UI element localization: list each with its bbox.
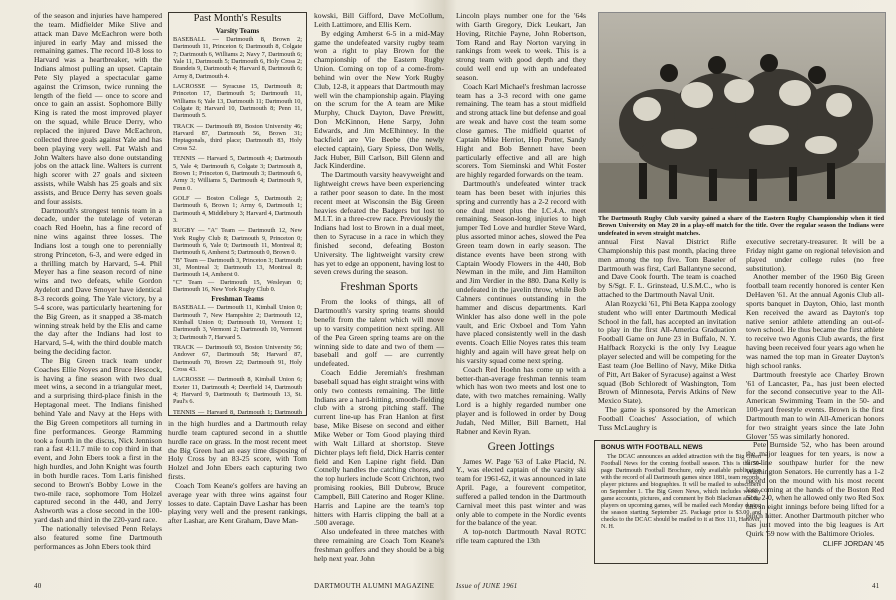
paragraph: The nationally televised Penn Relays also featured some fine Dartmouth performances as John Ebers took third — [34, 523, 162, 551]
result-entry: TRACK — Dartmouth 89, Boston University 46; Harvard 87, Dartmouth 56, Brown 31; Heptagonals, third place; Dartmouth 83, Holy Cross 52. — [173, 122, 302, 152]
paragraph: Coach Eddie Jeremiah's freshman baseball squad has eight straight wins with only two contests remaining. The little Indians are a hard-hitting, smooth-fielding club with a strong pitching staff. The current line-up has Fran Hanlon at first base, Mike Bisese on second and either Mike Weber or Tom Good playing third with Walt Lillard at shortstop. Steve Dichter plays left field, Dick Harris center field and Ken Lapine right field. Dan Cotnelly handles the catching chores, and the top hurlers include Scott Crichton, two promising rookies, Bill Dubrow, Bruce Campbell, Bill Caterino and Roger Kline. Harris and Lapine are the team's top hitters with Harris clipping the ball at a .500 average. — [314, 368, 444, 528]
page-number-left: 40 — [34, 582, 42, 590]
paragraph: Another member of the 1960 Big Green football team recently honored is center Ken DeHaven '61. At the annual Agonis Club all-sports banquet in Dayton, Ohio, last month Ken received the award as Dayton's top native senior athlete attending an out-of-town school. He thus became the first athlete to receive two Agonis Club awards, the first having been received four years ago when he was named the top man in Greater Dayton's high school ranks. — [746, 272, 884, 370]
rugby-photo-illustration — [599, 13, 885, 212]
paragraph: The Dartmouth varsity heavyweight and lightweight crews have been experiencing a rather poor season to date. In the most recent meet at Wisconsin the Big Green heavies defeated the Badgers but lost to M.I.T. in a three-crew race. Previously the Indians had lost to Brown in a dual meet, then to Syracuse in a race in which they finished second, defeating Boston University. The lightweight varsity crew has yet to edge an opponent, having lost to seven crews during the season. — [314, 170, 444, 277]
right-column-3 — [746, 238, 884, 578]
paragraph: Dartmouth freestyle ace Charley Brown '61 of Lancaster, Pa., has just been elected for the second consecutive year to the All-American Swimming Team in the 50- and 100-yard freestyle events. Brown is the first Dartmouth man to win All-American honors for two straight years since the late John Glover '55 was similarly honored. — [746, 369, 884, 441]
past-months-results-box — [168, 12, 307, 416]
result-entry: "B" Team — Dartmouth 3, Princeton 3; Dartmouth 31, Montreal 3; Dartmouth 13, Montreal 8; Dartmouth 14, Amherst 0. — [173, 256, 302, 279]
paragraph: Pete Burnside '52, who has been around the major leagues for ten years, is now a first-line southpaw hurler for the new Washington Senators. He currently has a 1-2 record on the mound with his most recent loss coming at the hands of the Boston Red Sox, 2-0, when he allowed only two Red Sox hits in eight innings before being lifted for a pinch hitter. Another Dartmouth pitcher who has just moved into the big leagues is Art Quirk '59 now with the Baltimore Orioles. — [746, 440, 884, 538]
result-entry: TENNIS — Harvard 8, Dartmouth 1; Dartmouth — [173, 408, 302, 416]
paragraph: Coach Tom Keane's golfers are having an average year with three wins against four losses to date. Captain Dave Lashar has been playing very well and the present rankings, after Lashar, are Kent Graham, Dave Man- — [168, 480, 307, 526]
paragraph: A top-notch Dartmouth Naval ROTC rifle team captured the 13th — [456, 527, 586, 546]
result-entry: BASEBALL — Dartmouth 8, Brown 2; Dartmouth 11, Princeton 6; Dartmouth 8, Colgate 7; Dartmouth 6, Williams 2; Navy 7, Dartmouth 6; Yale 11, Dartmouth 5; Dartmouth 6, Holy Cross 2; Brandeis 9, Dartmouth 4; Harvard 8, Dartmouth 6; Army 8, Dartmouth 4. — [173, 36, 302, 80]
rugby-scrum-photo — [598, 12, 886, 213]
page-number-right: 41 — [872, 582, 880, 590]
results-title: Past Month's Results — [193, 13, 282, 24]
left-column-1 — [34, 12, 162, 578]
paragraph: Dartmouth's undefeated winter track team has been beset with injuries this spring and currently has a 2-2 record with one dual meet plus the I.C.4.A. meet remaining. Season-long injuries to high jumper Ted Love and hurdler Steve Ward, plus assorted minor aches, slowed the Pea Green team down in early season. The distance events have been strong with Captain Woody Flowers in the 440, Bob Newman in the mile, and Jim Hamilton and Jim Verdier in the 880. Dana Kelly is undefeated in the javelin throw, while Bob Cahners continues outstanding in the hammer and discus departments. Karl Winkler has also done well in the pole vault, and Eric Oxboel and Tom Yahn have placed consistently well in the dash events. Coach Ellie Noyes rates this team highly and again will have great help on his varsity squad come next spring. — [456, 179, 586, 365]
right-column-2 — [598, 238, 736, 436]
paragraph: Dartmouth's strongest tennis team in a decade, under the tutelage of veteran coach Red Hoehn, has a fine record of nine wins against three losses. The Indians lost a tough one to perennially strong Princeton, 6-3, and were edged in a thrilling match by Harvard, 5-4. Phil Meyer has a fine season record of nine wins and two defeats, while Gordon Aydelott and Dave Smoyer have identical 8-3 records going. The Yale victory, by a 5-4 score, was particularly heartening for the Big Green, as it snapped a 38-match winning streak held by the Elis and came the day after the Indians had lost to Harvard, 5-4, with the third double match being the deciding factor. — [34, 205, 162, 357]
bonus-box-title: BONUS WITH FOOTBALL NEWS — [601, 444, 703, 451]
photo-caption: The Dartmouth Rugby Club varsity gained a share of the Eastern Rugby Championship when it tied Brown University on May 20 in a play-off match for the title. Over the regular season the Indians were undefeated in seven straight matches. — [598, 215, 884, 237]
result-entry: BASEBALL — Dartmouth 11, Kimball Union 0; Dartmouth 7, New Hampshire 2; Dartmouth 12, Kimball Union 0; Dartmouth 10, Vermont 1; Dartmouth 3, Vermont 2; Dartmouth 10, Vermont 3; Dartmouth 7, Harvard 5. — [173, 304, 302, 341]
result-entry: LACROSSE — Dartmouth 8, Kimball Union 6; Exeter 11, Dartmouth 4; Deerfield 14, Dartmouth 4; Harvard 9, Dartmouth 6; Dartmouth 13, St. Paul's 6. — [173, 376, 302, 406]
paragraph: Alan Rozycki '61, Phi Beta Kappa zoology student who will enter Dartmouth Medical School in the fall, has accepted an invitation to play in the first All-America Graduation Football Game on June 23 in Buffalo, N. Y. Halfback Rozycki is the only Ivy League player selected and will be competing for the East team (Joe Bellino of Navy, Mike Ditka of Pitt, Art Baker of Syracuse) against a West squad (Bob Schloredt of Washington, Tom Brown of Minnesota, Pervis Atkins of New Mexico State). — [598, 298, 736, 406]
paragraph: kowski, Bill Gifford, Dave McCollum, Leith Lattimore, and Ellis Kern. — [314, 12, 444, 29]
paragraph: From the looks of things, all of Dartmouth's varsity spring teams should benefit from the talent which will move up to varsity competition next spring. All of the Pea Green spring teams are on the winning side to date and two of them — baseball and golf — are currently undefeated. — [314, 297, 444, 369]
paragraph: executive secretary-treasurer. It will be a Friday night game on regional television and played under college rules (no free substitution). — [746, 238, 884, 273]
paragraph: By edging Amherst 6-5 in a mid-May game the undefeated varsity rugby team won a right to play Brown for the championship of the Eastern Rugby Union. Coming on top of a come-from-behind win over the New York Rugby Club, 12-8, it appears that Dartmouth may well win the championship again. Playing on the scrum for the A team are Mike Murphy, Chuck Dayton, Dave Prewitt, Don McKinnon, Hene Sarpy, John Edwards, and Jim McElhinney. In the backfield are Vie Beebe (the newly elected captain), Gary Spiess, Don Wells, Jack Huber, Bill Carlson, Bill Glenn and Jack Kinderdine. — [314, 28, 444, 171]
bonus-football-news-box — [594, 440, 768, 564]
paragraph: of the season and injuries have hampered the team. Midfielder Mike Slive and attack man Dave McEachron were both injured in early May and missed the remaining games. The record 10-8 loss to Harvard was a heartbreaker, with the Indians almost pulling an upset. Captain Pete Sly played a spectacular game against the Crimson, twice running the length of the field — once to score and once to gain an assist. Sophomore Billy King is rated the most improved player on the squad, while Bruce Derry, who replaced the injured Dave McEachron, collected three goals against Yale and has been playing very well. Pat Walsh and John Walters have also done outstanding jobs on the attack line. Walters is current high scorer with 27 goals and sixteen assists, while Walsh has 25 goals and six assists, and Bruce Derry has seven goals and four assists. — [34, 12, 162, 206]
result-entry: GOLF — Boston College 5, Dartmouth 2; Dartmouth 6, Brown 1; Army 6, Dartmouth 1; Dartmouth 4, Middlebury 3; Harvard 4, Dartmouth 3. — [173, 194, 302, 224]
green-jottings-heading: Green Jottings — [487, 440, 555, 453]
issue-date: Issue of JUNE 1961 — [456, 582, 518, 590]
left-column-2-bottom — [168, 420, 307, 580]
paragraph: Also undefeated in three matches with three remaining are Coach Tom Keane's freshman golfers and they should be a big help next year. John — [314, 527, 444, 563]
paragraph: Coach Red Hoehn has come up with a better-than-average freshman tennis team which has won two meets and lost one to date, with two matches remaining. Wally Lord is a highly regarded number one player and is followed in order by Doug Judah, Ned Miller, Bill Barnett, Hal Rabner and Kevin Ryan. — [456, 364, 586, 436]
result-entry: TENNIS — Harvard 5, Dartmouth 4; Dartmouth 5, Yale 4; Dartmouth 6, Colgate 3; Dartmouth 8, Brown 1; Princeton 6, Dartmouth 3; Dartmouth 6, Army 3; Williams 5, Dartmouth 4; Dartmouth 9, Penn 0. — [173, 155, 302, 192]
result-entry: LACROSSE — Syracuse 15, Dartmouth 8; Princeton 17, Dartmouth 5; Dartmouth 11, Williams 6; Yale 13, Dartmouth 11; Dartmouth 10, Colgate 8; Harvard 10, Dartmouth 8; Penn 11, Dartmouth 5. — [173, 83, 302, 120]
freshman-results-heading: Freshman Teams — [211, 295, 264, 304]
paragraph: annual First Naval District Rifle Championship this past month, placing three men among the top five. Tom Baseler of Dartmouth was first, Carl Ballantyne second, and Dave Cook fourth. The team is coached by S/Sgt. F. L. Grinstead, U.S.M.C., who is attached to the Dartmouth Naval Unit. — [598, 238, 736, 300]
right-column-1 — [456, 12, 586, 578]
paragraph: The game is sponsored by the American Football Coaches' Association, of which Tuss McLaughry is — [598, 405, 736, 432]
bonus-box-text: The DCAC announces an added attraction with the Big Green Football News for the coming football season. This is the 50-page Dartmouth Football Brochure, only available publication with the record of all Dartmouth games since 1881, team records, player pictures and biographies. It will be mailed to subscribers on September 1. The Big Green News, which includes weekly game accounts, pictures, and comment by Bob Blackman and the players on upcoming games, will be mailed each Monday during the season starting September 25. Package price is $3.00 and checks to the DCAC should be mailed to it at Box 111, Hanover, N. H. — [601, 453, 761, 531]
paragraph: Coach Karl Michael's freshman lacrosse team has a 3-3 record with one game remaining. The team has a stout midfield and strong attack line but defense and goal are weak and have cost the team some close games. The midfield quartet of Captain Mike Herriot, Hop Potter, Sandy Hight and Bob Bennett have been particularly effective and all are high scorers. Tom Sieminski and Whit Foster are highly regarded forwards on the team. — [456, 81, 586, 180]
varsity-heading: Varsity Teams — [215, 27, 260, 35]
paragraph: in the high hurdles and a Dartmouth relay hurdle team captured second in a shuttle hurdle race on grass. In the most recent meet the Big Green had an easy time disposing of Holy Cross by an 83-25 score, with Tom Holzel and John Ebers each capturing two firsts. — [168, 420, 307, 482]
result-entry: RUGBY — "A" Team — Dartmouth 12, New York Rugby Club 8; Dartmouth 9, Princeton 0; Dartmouth 6, Yale 0; Dartmouth 11, Montreal 8; Dartmouth 6, Amherst 5; Dartmouth 0, Brown 0. — [173, 227, 302, 257]
paragraph: James W. Page '63 of Lake Placid, N. Y., was elected captain of the varsity ski team for 1961-62, it was announced in late April. Page, a fourevent competitor, suffered a palled tendon in the Dartmouth Carnival meet this past winter and was only able to compete in the Nordic events for the balance of the year. — [456, 456, 586, 528]
paragraph: The Big Green track team under Coaches Ellie Noyes and Bruce Hescock, is having a fine season with two dual meet wins, a second in a triangular meet, and a surprising third-place finish in the Heptagonal meet. The Indians finished behind Yale and Navy at the Heps with the Big Green competitors all turning in fine performances. George Ramming took a fourth in the discus, Nick Jennison ran a fast 4:11.7 mile to cop third in that event, and John Ebers took a first in the high hurdles, and John Knight was fourth in both hurdle races. Tom Laris finished second to Brown's Bobby Lowe in the two-mile race, sophomore Tom Holzel captured second in the 440, and Jerry Ashworth was a close second in the 100-yard dash and third in the 220-yard race. — [34, 355, 162, 525]
result-entry: "C" Team — Dartmouth 15, Wesleyan 0; Dartmouth 16, New York Rugby Club 0. — [173, 278, 302, 293]
left-column-3 — [314, 12, 444, 578]
result-entry: TRACK — Dartmouth 93, Boston University 56; Andover 67, Dartmouth 58; Harvard 87, Dartmouth 70, Brown 22; Dartmouth 91, Holy Cross 43. — [173, 344, 302, 374]
magazine-name: DARTMOUTH ALUMNI MAGAZINE — [314, 582, 435, 590]
paragraph: Lincoln plays number one for the '64s with Garth Gregory, Dick Leukart, Jan Hoving, Ritchie Payne, John Robertson, Tom Rand and Ray Norton varying in rankings from week to week. This is a strong team with good depth and they could well end up with an undefeated season. — [456, 12, 586, 82]
freshman-sports-heading: Freshman Sports — [340, 281, 418, 294]
author-signature: CLIFF JORDAN '45 — [822, 540, 884, 548]
